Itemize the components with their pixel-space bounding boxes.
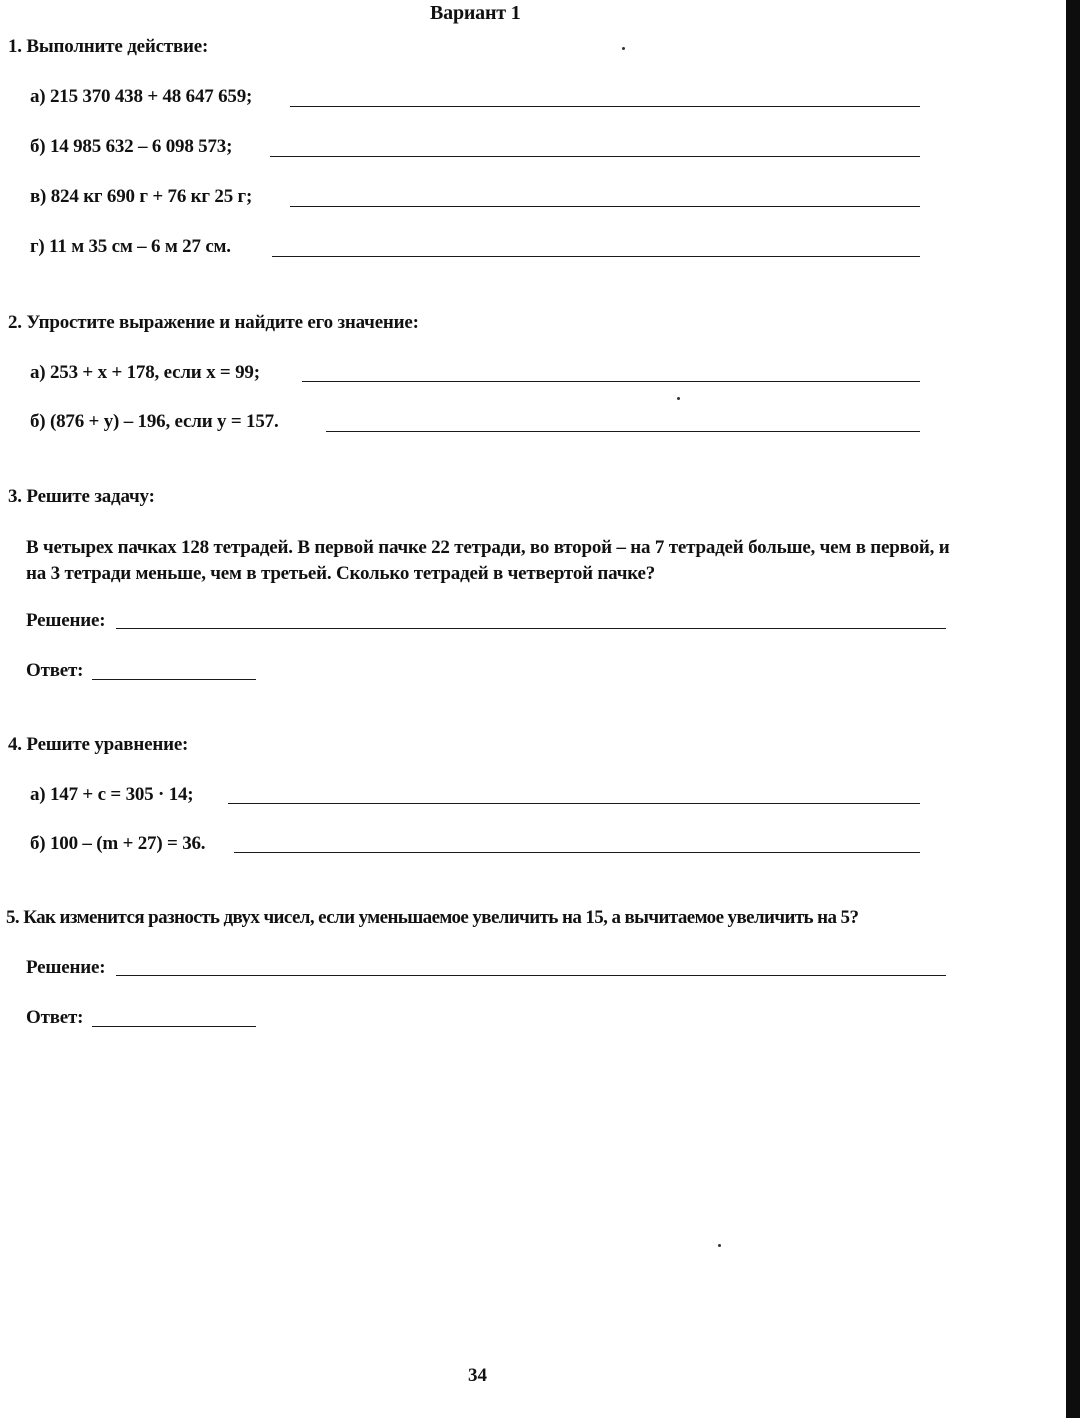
page-title: Вариант 1: [430, 2, 521, 24]
task-1d-label: г) 11 м 35 см – 6 м 27 см.: [30, 236, 231, 257]
scan-speck: [622, 47, 625, 50]
task-1b-label: б) 14 985 632 – 6 098 573;: [30, 136, 233, 157]
task-4b-label: б) 100 – (m + 27) = 36.: [30, 833, 206, 854]
task-2b-answer-line[interactable]: [326, 431, 920, 432]
page-number: 34: [468, 1365, 487, 1386]
task-1c-answer-line[interactable]: [290, 206, 920, 207]
task-4b-answer-line[interactable]: [234, 852, 920, 853]
task-1-heading: [8, 36, 208, 58]
task-5-answer-line[interactable]: [92, 1026, 256, 1027]
scan-speck: [718, 1244, 721, 1247]
scan-dark-edge: [1066, 0, 1080, 1418]
task-2-text: Упростите выражение и найдите его значение:: [26, 312, 419, 333]
task-4-heading: [8, 734, 188, 756]
task-2b-label: б) (876 + y) – 196, если y = 157.: [30, 411, 279, 432]
task-1a-answer-line[interactable]: [290, 106, 920, 107]
task-2a-answer-line[interactable]: [302, 381, 920, 382]
task-1-text: Выполните действие:: [26, 36, 209, 57]
task-5-number: 5.: [6, 907, 20, 928]
task-4a-label: а) 147 + c = 305 · 14;: [30, 784, 194, 805]
task-1d-answer-line[interactable]: [272, 256, 920, 257]
task-3-number: 3.: [8, 486, 22, 507]
task-3-solution-line[interactable]: [116, 628, 946, 629]
task-5-solution-label: Решение:: [26, 957, 106, 978]
task-2a-label: а) 253 + x + 178, если x = 99;: [30, 362, 260, 383]
task-4-number: 4.: [8, 734, 22, 755]
task-4-text: Решите уравнение:: [26, 734, 189, 755]
task-3-problem-text: В четырех пачках 128 тетрадей. В первой пачке 22 тетради, во второй – на 7 тетрадей больше, чем в первой, и на 3 тетради меньше, чем в третьей. Сколько тетрадей в четвертой пачке?: [26, 537, 950, 584]
task-5-text: Как изменится разность двух чисел, если уменьшаемое увеличить на 15, а вычитаемое увеличить на 5?: [23, 907, 859, 928]
task-1a-label: а) 215 370 438 + 48 647 659;: [30, 86, 253, 107]
task-4a-answer-line[interactable]: [228, 803, 920, 804]
task-3-heading: [8, 486, 155, 508]
task-3-answer-label: Ответ:: [26, 660, 84, 681]
task-3-text: Решите задачу:: [26, 486, 155, 507]
task-5-solution-line[interactable]: [116, 975, 946, 976]
task-1-number: 1.: [8, 36, 22, 57]
task-3-answer-line[interactable]: [92, 679, 256, 680]
task-5-heading: [6, 907, 858, 929]
task-1b-answer-line[interactable]: [270, 156, 920, 157]
scan-speck: [677, 397, 680, 400]
task-5-answer-label: Ответ:: [26, 1007, 84, 1028]
task-2-number: 2.: [8, 312, 22, 333]
task-3-solution-label: Решение:: [26, 610, 106, 631]
task-2-heading: [8, 312, 419, 334]
task-1c-label: в) 824 кг 690 г + 76 кг 25 г;: [30, 186, 253, 207]
